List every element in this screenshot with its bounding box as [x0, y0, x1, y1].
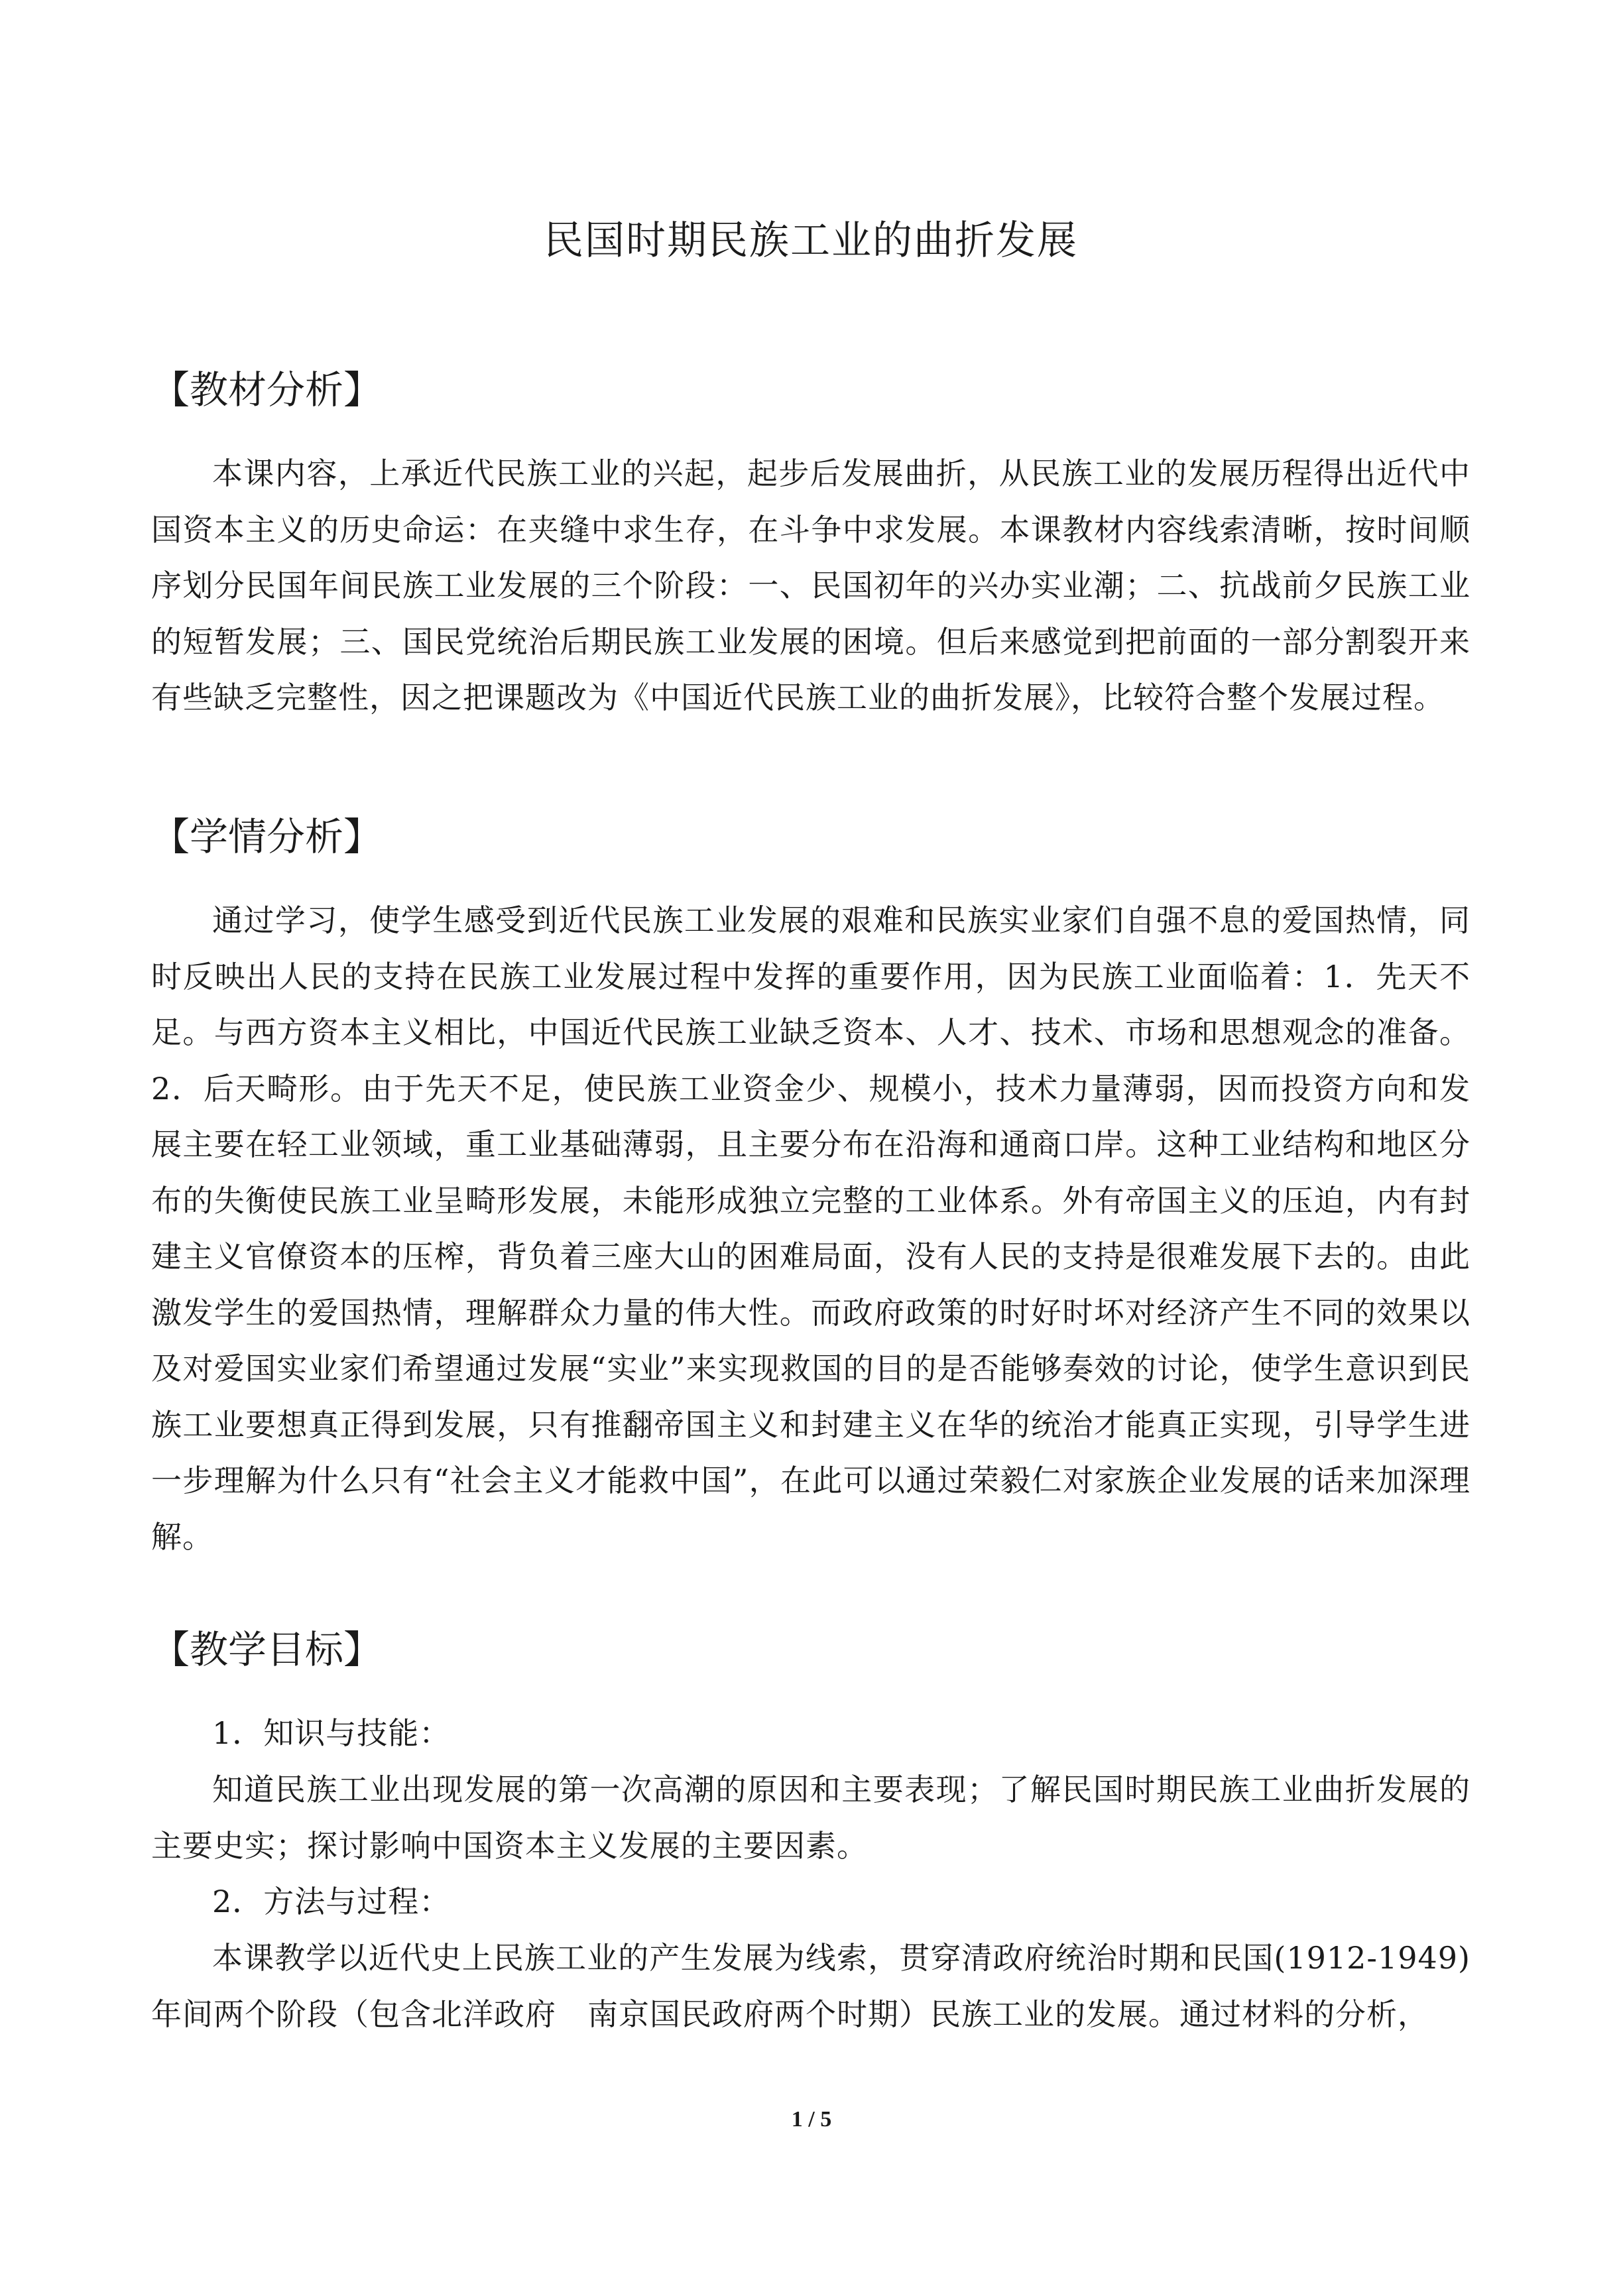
page-number: 1 / 5 — [791, 2107, 832, 2132]
paragraph-knowledge-skills: 知道民族工业出现发展的第一次高潮的原因和主要表现；了解民国时期民族工业曲折发展的主要史实；探讨影响中国资本主义发展的主要因素。 — [151, 1772, 1471, 1864]
section-heading-textbook-analysis: 【教材分析】 — [151, 367, 383, 412]
goal-item-method-process: 2．方法与过程： — [212, 1884, 451, 1919]
document-title: 民国时期民族工业的曲折发展 — [544, 217, 1078, 264]
section-heading-student-analysis: 【学情分析】 — [151, 814, 383, 859]
paragraph-method-process: 本课教学以近代史上民族工业的产生发展为线索，贯穿清政府统治时期和民国(1912-1949)年间两个阶段（包含北洋政府 南京国民政府两个时期）民族工业的发展。通过材料的分析， — [151, 1940, 1471, 2032]
paragraph-student-analysis: 通过学习，使学生感受到近代民族工业发展的艰难和民族实业家们自强不息的爱国热情，同时反映出人民的支持在民族工业发展过程中发挥的重要作用，因为民族工业面临着：1．先天不足。与西方资本主义相比，中国近代民族工业缺乏资本、人才、技术、市场和思想观念的准备。2．后天畸形。由于先天不足，使民族工业资金少、规模小，技术力量薄弱，因而投资方向和发展主要在轻工业领域，重工业基础薄弱，且主要分布在沿海和通商口岸。这种工业结构和地区分布的失衡使民族工业呈畸形发展，未能形成独立完整的工业体系。外有帝国主义的压迫，内有封建主义官僚资本的压榨，背负着三座大山的困难局面，没有人民的支持是很难发展下去的。由此激发学生的爱国热情，理解群众力量的伟大性。而政府政策的时好时坏对经济产生不同的效果以及对爱国实业家们希望通过发展“实业”来实现救国的目的是否能够奏效的讨论，使学生意识到民族工业要想真正得到发展，只有推翻帝国主义和封建主义在华的统治才能真正实现，引导学生进一步理解为什么只有“社会主义才能救中国”，在此可以通过荣毅仁对家族企业发展的话来加深理解。 — [151, 902, 1471, 1555]
goal-item-knowledge-skills: 1．知识与技能： — [212, 1715, 451, 1751]
paragraph-textbook-analysis: 本课内容，上承近代民族工业的兴起，起步后发展曲折，从民族工业的发展历程得出近代中国资本主义的历史命运：在夹缝中求生存，在斗争中求发展。本课教材内容线索清晰，按时间顺序划分民国年间民族工业发展的三个阶段：一、民国初年的兴办实业潮；二、抗战前夕民族工业的短暂发展；三、国民党统治后期民族工业发展的困境。但后来感觉到把前面的一部分割裂开来有些缺乏完整性，因之把课题改为《中国近代民族工业的曲折发展》，比较符合整个发展过程。 — [151, 455, 1471, 715]
section-heading-teaching-goals: 【教学目标】 — [151, 1627, 383, 1672]
